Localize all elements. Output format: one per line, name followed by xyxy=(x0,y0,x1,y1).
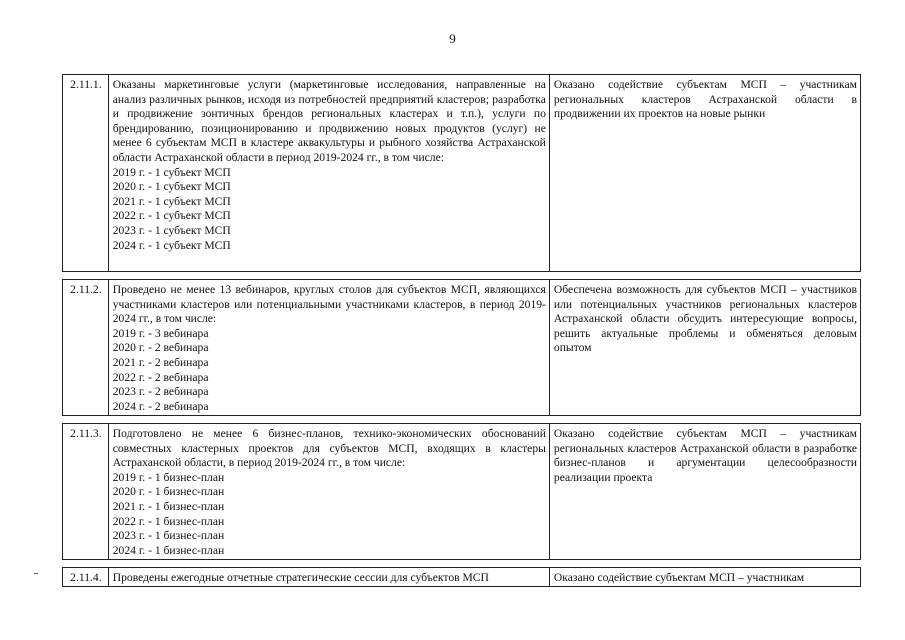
year-breakdown-line: 2023 г. - 1 бизнес-план xyxy=(112,529,225,543)
scan-artifact-mark xyxy=(34,573,38,574)
expected-result: Оказано содействие субъектам МСП – участникам xyxy=(549,568,860,587)
activities-table xyxy=(62,74,861,587)
event-description xyxy=(108,424,549,560)
event-text: Проведено не менее 13 вебинаров, круглых столов для субъектов МСП, являющихся участниками кластеров или потенциальными участниками кластеров, в период 2019-2024 гг., в том числе: xyxy=(112,283,546,326)
event-text: Подготовлено не менее 6 бизнес-планов, технико-экономических обоснований совместных кластерных проектов для субъектов МСП, входящих в кластеры Астраханской области, в период 2019-2024 гг., в том числе: xyxy=(112,427,546,470)
year-breakdown-line: 2022 г. - 1 субъект МСП xyxy=(112,209,231,223)
row-number: 2.11.2. xyxy=(63,280,109,416)
year-breakdown-line: 2023 г. - 1 субъект МСП xyxy=(112,223,231,237)
year-breakdown-line: 2023 г. - 2 вебинара xyxy=(112,385,209,399)
table-row xyxy=(63,424,861,560)
table-row xyxy=(63,568,861,587)
year-breakdown-line: 2019 г. - 3 вебинара xyxy=(112,326,209,340)
year-breakdown-line: 2024 г. - 1 субъект МСП xyxy=(112,238,231,252)
year-breakdown-line: 2020 г. - 1 бизнес-план xyxy=(112,485,225,499)
year-breakdown-line: 2020 г. - 2 вебинара xyxy=(112,341,209,355)
table-row xyxy=(63,75,861,272)
row-separator xyxy=(63,416,861,424)
year-breakdown-line: 2021 г. - 1 субъект МСП xyxy=(112,194,231,208)
row-number: 2.11.1. xyxy=(63,75,109,272)
expected-result: Оказано содействие субъектам МСП – участникам региональных кластеров Астраханской области в разработке бизнес-планов и аргументации целесообразности реализации проекта xyxy=(549,424,860,560)
event-description xyxy=(108,75,549,272)
page-number: 9 xyxy=(449,31,456,46)
year-breakdown-line: 2019 г. - 1 субъект МСП xyxy=(112,165,231,179)
event-text: Оказаны маркетинговые услуги (маркетинговые исследования, направленные на анализ различных рынков, исходя из потребностей предприятий кластеров; разработка и продвижение зонтичных брендов региональных кластерах и т.п.), услуги по брендированию, позиционированию и продвижению новых продуктов (услуг) не менее 6 субъектам МСП в кластере аквакультуры и рыбного хозяйства Астраханской области Астраханской области в период 2019-2024 гг., в том числе: xyxy=(112,78,546,164)
year-breakdown-line: 2020 г. - 1 субъект МСП xyxy=(112,180,231,194)
table-row xyxy=(63,280,861,416)
event-text: Проведены ежегодные отчетные стратегические сессии для субъектов МСП xyxy=(112,571,489,584)
event-description xyxy=(108,280,549,416)
year-breakdown-line: 2022 г. - 2 вебинара xyxy=(112,370,209,384)
row-separator xyxy=(63,560,861,568)
year-breakdown-line: 2021 г. - 1 бизнес-план xyxy=(112,499,225,513)
expected-result: Оказано содействие субъектам МСП – участникам региональных кластеров Астраханской области в продвижении их проектов на новые рынки xyxy=(549,75,860,272)
year-breakdown-line: 2019 г. - 1 бизнес-план xyxy=(112,470,225,484)
year-breakdown-line: 2024 г. - 1 бизнес-план xyxy=(112,543,225,557)
expected-result: Обеспечена возможность для субъектов МСП – участников или потенциальных участников региональных кластеров Астраханской области обсудить интересующие вопросы, решить актуальные проблемы и обменяться деловым опытом xyxy=(549,280,860,416)
row-number: 2.11.4. xyxy=(63,568,109,587)
year-breakdown-line: 2022 г. - 1 бизнес-план xyxy=(112,514,225,528)
year-breakdown-line: 2024 г. - 2 вебинара xyxy=(112,399,209,413)
row-number: 2.11.3. xyxy=(63,424,109,560)
row-separator xyxy=(63,272,861,280)
year-breakdown-line: 2021 г. - 2 вебинара xyxy=(112,355,209,369)
event-description xyxy=(108,568,549,587)
